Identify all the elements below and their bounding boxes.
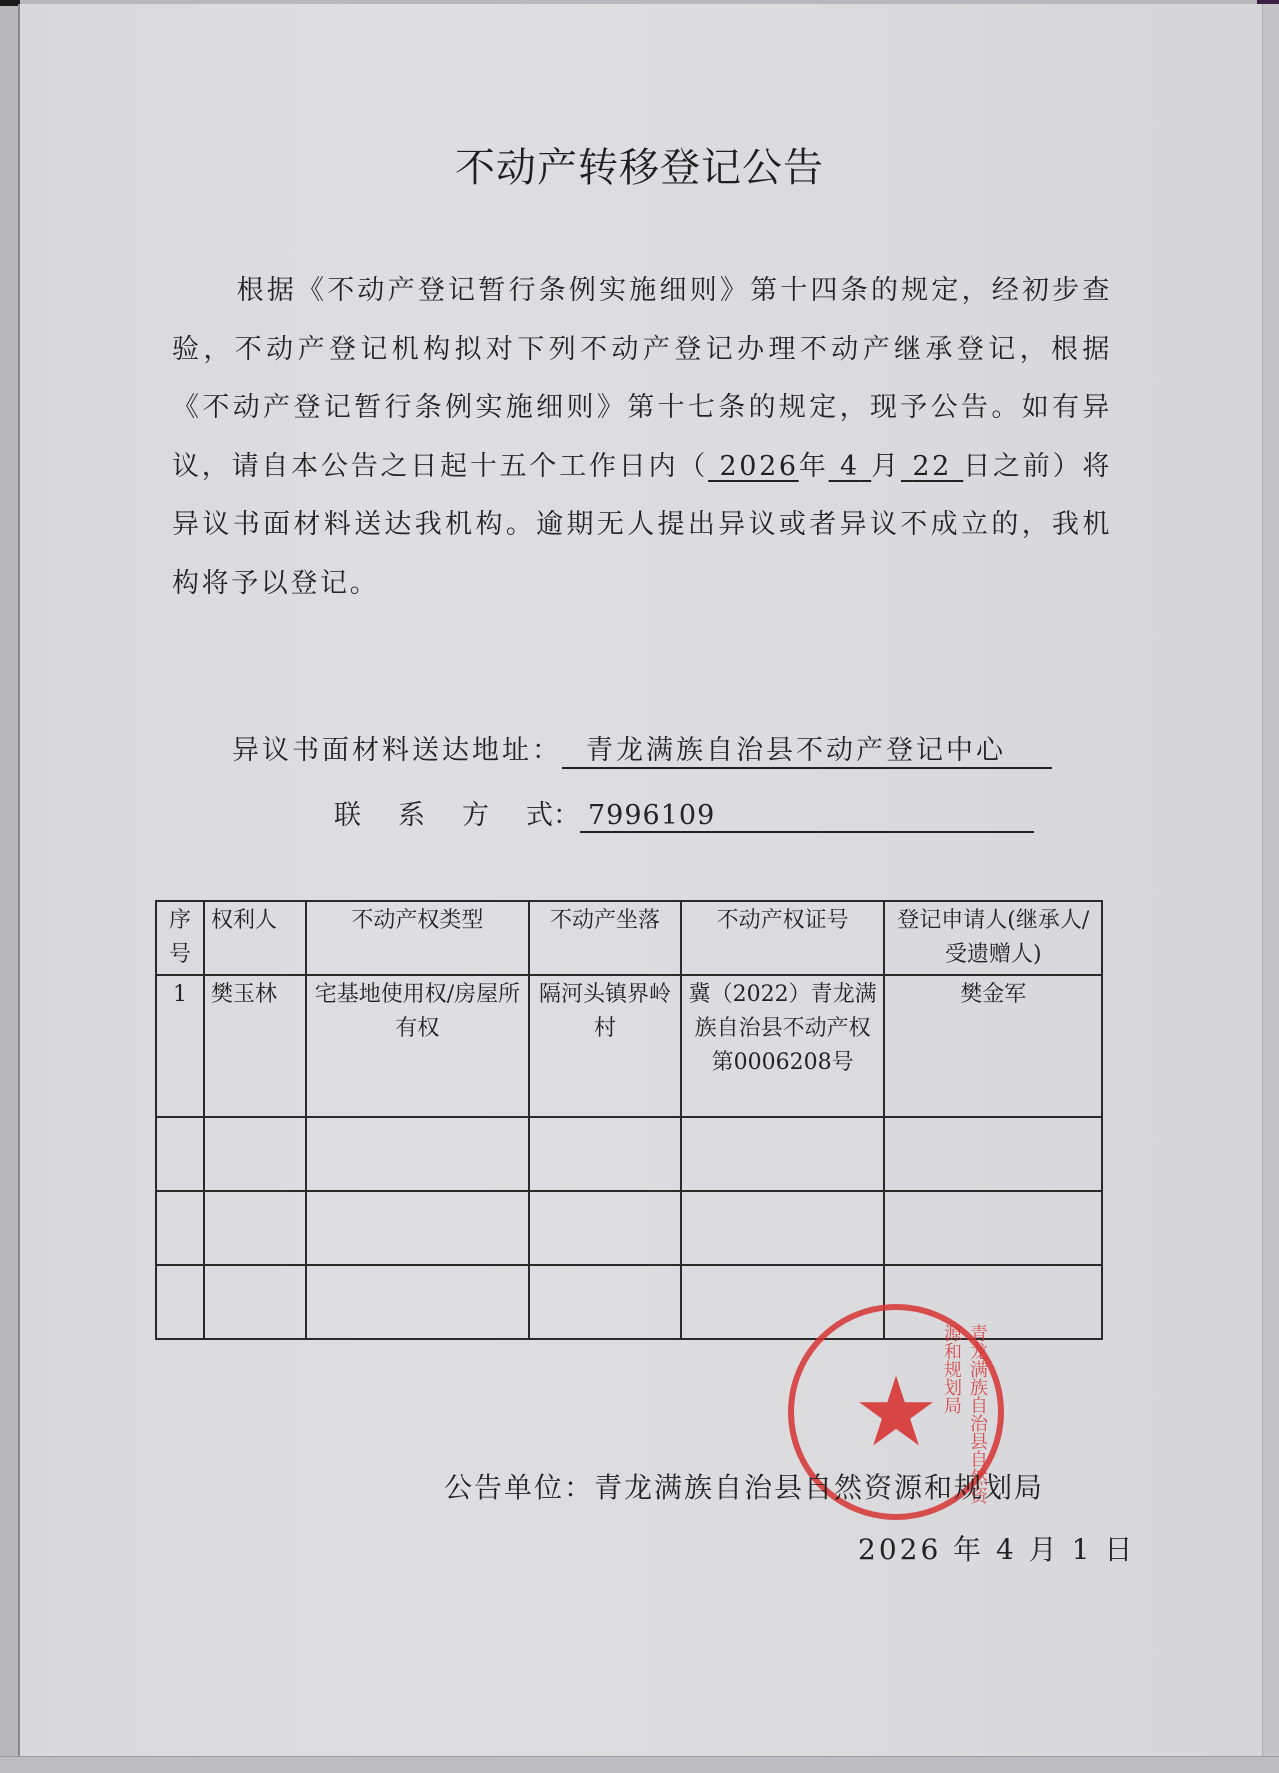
address-value: 青龙满族自治县不动产登记中心 (562, 728, 1052, 769)
issuer-value: 青龙满族自治县自然资源和规划局 (594, 1471, 1045, 1504)
notice-paragraph (172, 262, 1112, 613)
table-row: 1 樊玉林 宅基地使用权/房屋所有权 隔河头镇界岭村 冀（2022）青龙满族自治县不动产权第0006208号 樊金军 (156, 975, 1102, 1117)
notice-text-2: 日之前）将异议书面材料送达我机构。逾期无人提出异议或者异议不成立的，我机构将予以登记。 (172, 450, 1113, 599)
year-unit: 年 (798, 450, 829, 482)
notice-text-1: 根据《不动产登记暂行条例实施细则》第十四条的规定，经初步查验，不动产登记机构拟对下列不动产登记办理不动产继承登记，根据《不动产登记暂行条例实施细则》第十七条的规定，现予公告。如有异议，请自本公告之日起十五个工作日内（ (172, 275, 1112, 482)
header-right-type: 不动产权类型 (306, 901, 529, 975)
deadline-month: 4 (840, 450, 860, 482)
background-edge (0, 0, 20, 6)
issuer-line (444, 1466, 1044, 1506)
star-icon: ★ (852, 1356, 940, 1468)
header-applicant: 登记申请人(继承人/受遗赠人) (884, 901, 1102, 975)
contact-label: 联 系 方 式： (334, 800, 580, 831)
issuer-label: 公告单位： (444, 1471, 595, 1504)
header-right-holder: 权利人 (204, 901, 306, 975)
header-location: 不动产坐落 (529, 901, 681, 975)
registration-table (155, 900, 1103, 1340)
paper-edge (1262, 4, 1279, 1772)
table-row (156, 1117, 1102, 1191)
address-row (232, 728, 1052, 769)
month-unit: 月 (871, 450, 901, 482)
header-index: 序号 (156, 901, 204, 975)
issue-date: 2026 年 4 月 1 日 (858, 1533, 1136, 1566)
document-title: 不动产转移登记公告 (455, 145, 824, 191)
table-row (156, 1191, 1102, 1265)
seal-text: 青龙满族自治县自然资源和规划局 (941, 1324, 988, 1504)
table-header-row (156, 901, 1102, 975)
header-certificate-no: 不动产权证号 (681, 901, 885, 975)
contact-value: 7996109 (580, 800, 1034, 833)
address-label: 异议书面材料送达地址： (232, 735, 562, 766)
deadline-day: 22 (912, 450, 952, 482)
paper-edge (0, 1756, 1279, 1773)
contact-row (334, 793, 1034, 833)
deadline-year: 2026 (719, 450, 799, 482)
